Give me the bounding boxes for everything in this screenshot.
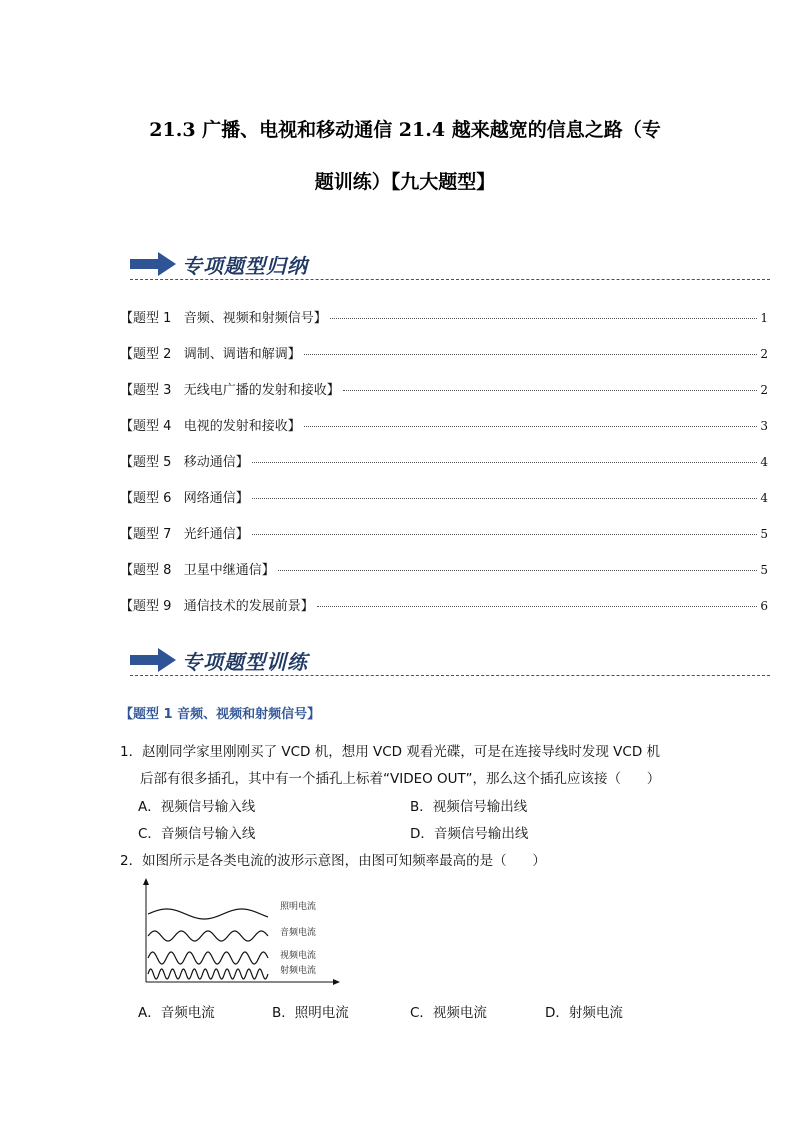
toc-entry-label: 【题型 6 网络通信】 (120, 491, 249, 506)
arrow-right-icon (130, 252, 178, 276)
question-2-line-1: 2．如图所示是各类电流的波形示意图，由图可知频率最高的是（ ） (120, 853, 546, 869)
toc-page-number: 5 (760, 527, 768, 541)
section-heading: 【题型 1 音频、视频和射频信号】 (120, 707, 321, 722)
toc-entry[interactable] (120, 595, 768, 617)
q1-option-a: A．视频信号输入线 (138, 799, 256, 815)
q1-option-d: D．音频信号输出线 (410, 826, 529, 842)
toc-entry[interactable] (120, 523, 768, 545)
toc-page-number: 6 (760, 599, 768, 613)
banner-practice (130, 642, 770, 678)
q1-option-c: C．音频信号输入线 (138, 826, 256, 842)
toc-dot-leader (343, 390, 758, 391)
toc-page-number: 3 (760, 419, 768, 433)
toc-entry[interactable] (120, 343, 768, 365)
y-axis-arrow (143, 878, 149, 885)
q2-option-a: A．音频电流 (138, 1005, 215, 1021)
toc-page-number: 4 (760, 491, 768, 505)
toc-page-number: 1 (760, 311, 768, 325)
toc-entry[interactable] (120, 451, 768, 473)
label-audio: 音频电流 (280, 928, 317, 938)
wave-video (148, 952, 268, 964)
toc-entry-label: 【题型 7 光纤通信】 (120, 527, 249, 542)
toc-entry[interactable] (120, 379, 768, 401)
x-axis-arrow (333, 979, 340, 985)
q2-option-d: D．射频电流 (545, 1005, 623, 1021)
toc-entry-label: 【题型 3 无线电广播的发射和接收】 (120, 383, 340, 398)
toc-page-number: 5 (760, 563, 768, 577)
wave-audio (148, 931, 268, 941)
toc-dot-leader (252, 462, 758, 463)
toc-entry-label: 【题型 2 调制、调谐和解调】 (120, 347, 301, 362)
toc-entry-label: 【题型 9 通信技术的发展前景】 (120, 599, 314, 614)
q2-option-c: C．视频电流 (410, 1005, 487, 1021)
toc-dot-leader (304, 354, 758, 355)
toc-dot-leader (252, 498, 758, 499)
banner-practice-text: 专项题型训练 (182, 650, 308, 674)
question-1-line-2: 后部有很多插孔，其中有一个插孔上标着“VIDEO OUT”，那么这个插孔应该接（ ） (140, 771, 661, 787)
toc-entry-label: 【题型 8 卫星中继通信】 (120, 563, 275, 578)
q2-option-b: B．照明电流 (272, 1005, 349, 1021)
banner-toc-text: 专项题型归纳 (182, 254, 308, 278)
arrow-right-icon (130, 648, 178, 672)
q1-option-b: B．视频信号输出线 (410, 799, 528, 815)
label-lighting: 照明电流 (280, 902, 317, 912)
document-title (100, 104, 710, 208)
toc-dot-leader (317, 606, 758, 607)
wave-radio (148, 969, 268, 979)
toc-dot-leader (304, 426, 758, 427)
banner-divider (130, 675, 770, 676)
toc-entry[interactable] (120, 307, 768, 329)
toc-page-number: 4 (760, 455, 768, 469)
toc-dot-leader (278, 570, 758, 571)
label-radio: 射频电流 (280, 966, 317, 976)
toc-page-number: 2 (760, 383, 768, 397)
toc-entry-label: 【题型 4 电视的发射和接收】 (120, 419, 301, 434)
toc-dot-leader (252, 534, 758, 535)
toc-entry-label: 【题型 1 音频、视频和射频信号】 (120, 311, 327, 326)
title-line-1: 21.3 广播、电视和移动通信 21.4 越来越宽的信息之路（专 (149, 119, 661, 141)
wave-lighting (148, 909, 268, 919)
banner-toc (130, 246, 770, 282)
toc-dot-leader (330, 318, 758, 319)
label-video: 视频电流 (280, 951, 317, 961)
toc-page-number: 2 (760, 347, 768, 361)
waveform-figure (140, 878, 340, 994)
toc-entry[interactable] (120, 487, 768, 509)
toc-entry-label: 【题型 5 移动通信】 (120, 455, 249, 470)
toc-entry[interactable] (120, 559, 768, 581)
toc-entry[interactable] (120, 415, 768, 437)
banner-divider (130, 279, 770, 280)
title-line-2: 题训练）【九大题型】 (314, 171, 496, 193)
question-1-line-1: 1．赵刚同学家里刚刚买了 VCD 机，想用 VCD 观看光碟，可是在连接导线时发现 VCD 机 (120, 744, 661, 760)
